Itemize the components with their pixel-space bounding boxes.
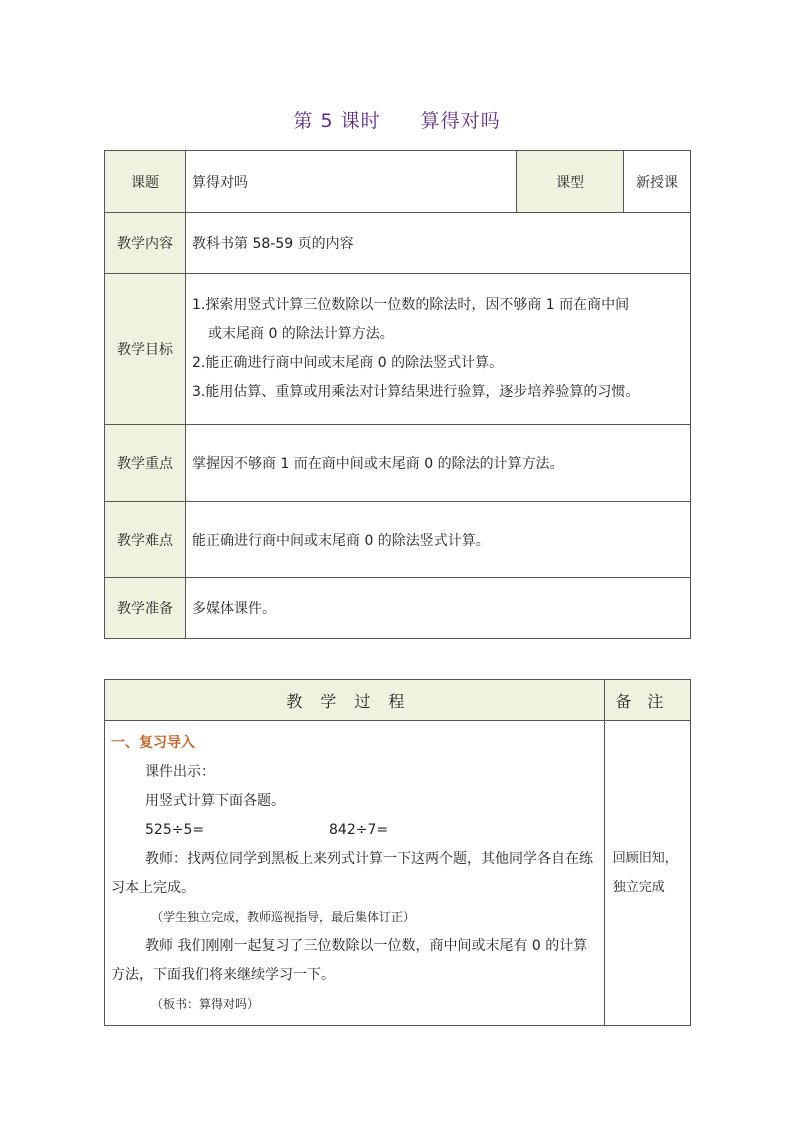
content-row <box>105 213 691 274</box>
goal-item: 或末尾商 0 的除法计算方法。 <box>208 326 394 342</box>
difficulty-label: 教学难点 <box>105 502 186 578</box>
difficulty-value: 能正确进行商中间或末尾商 0 的除法竖式计算。 <box>186 502 691 578</box>
process-line: 用竖式计算下面各题。 <box>145 793 285 809</box>
section-heading: 一、复习导入 <box>111 735 195 751</box>
teaching-process-table <box>104 679 691 1026</box>
key-value: 掌握因不够商 1 而在商中间或末尾商 0 的除法的计算方法。 <box>186 425 691 502</box>
process-paragraph: 教师：找两位同学到黑板上来列式计算一下这两个题，其他同学各自在练习本上完成。 <box>111 851 593 896</box>
prep-row <box>105 578 691 639</box>
equations <box>111 816 600 845</box>
content-label: 教学内容 <box>105 213 186 274</box>
goals-label: 教学目标 <box>105 274 186 425</box>
process-line: 课件出示： <box>145 764 215 780</box>
lesson-topic: 算得对吗 <box>420 110 501 132</box>
process-paragraph: 教师 我们刚刚一起复习了三位数除以一位数，商中间或末尾有 0 的计算方法，下面我们将来继续学习一下。 <box>111 938 588 983</box>
note-line: 回顾旧知， <box>612 851 678 866</box>
type-value: 新授课 <box>624 151 691 213</box>
equation: 525÷5= <box>145 822 205 838</box>
lesson-number: 第 5 课时 <box>293 110 381 132</box>
process-remark: （板书：算得对吗） <box>151 997 260 1011</box>
process-content <box>105 721 605 1026</box>
prep-value: 多媒体课件。 <box>186 578 691 639</box>
note-header: 备注 <box>604 680 690 721</box>
key-label: 教学重点 <box>105 425 186 502</box>
topic-value: 算得对吗 <box>186 151 517 213</box>
equation: 842÷7= <box>329 822 389 838</box>
goal-item: 3.能用估算、重算或用乘法对计算结果进行验算，逐步培养验算的习惯。 <box>192 384 640 400</box>
goals-list <box>186 274 691 425</box>
topic-row <box>105 151 691 213</box>
goals-row <box>105 274 691 425</box>
topic-label: 课题 <box>105 151 186 213</box>
process-remark: （学生独立完成，教师巡视指导，最后集体订正） <box>151 910 416 924</box>
goal-item: 1.探索用竖式计算三位数除以一位数的除法时，因不够商 1 而在商中间 <box>192 297 630 313</box>
process-body-row <box>105 721 691 1026</box>
process-header-row <box>105 680 691 721</box>
note-line: 独立完成 <box>612 880 665 895</box>
prep-label: 教学准备 <box>105 578 186 639</box>
goal-item: 2.能正确进行商中间或末尾商 0 的除法竖式计算。 <box>192 355 504 371</box>
content-value: 教科书第 58-59 页的内容 <box>186 213 691 274</box>
key-row <box>105 425 691 502</box>
process-header: 教学过程 <box>105 680 605 721</box>
note-content <box>604 721 690 1026</box>
lesson-info-table <box>104 150 691 639</box>
difficulty-row <box>105 502 691 578</box>
type-label: 课型 <box>517 151 624 213</box>
page-title <box>0 106 794 133</box>
